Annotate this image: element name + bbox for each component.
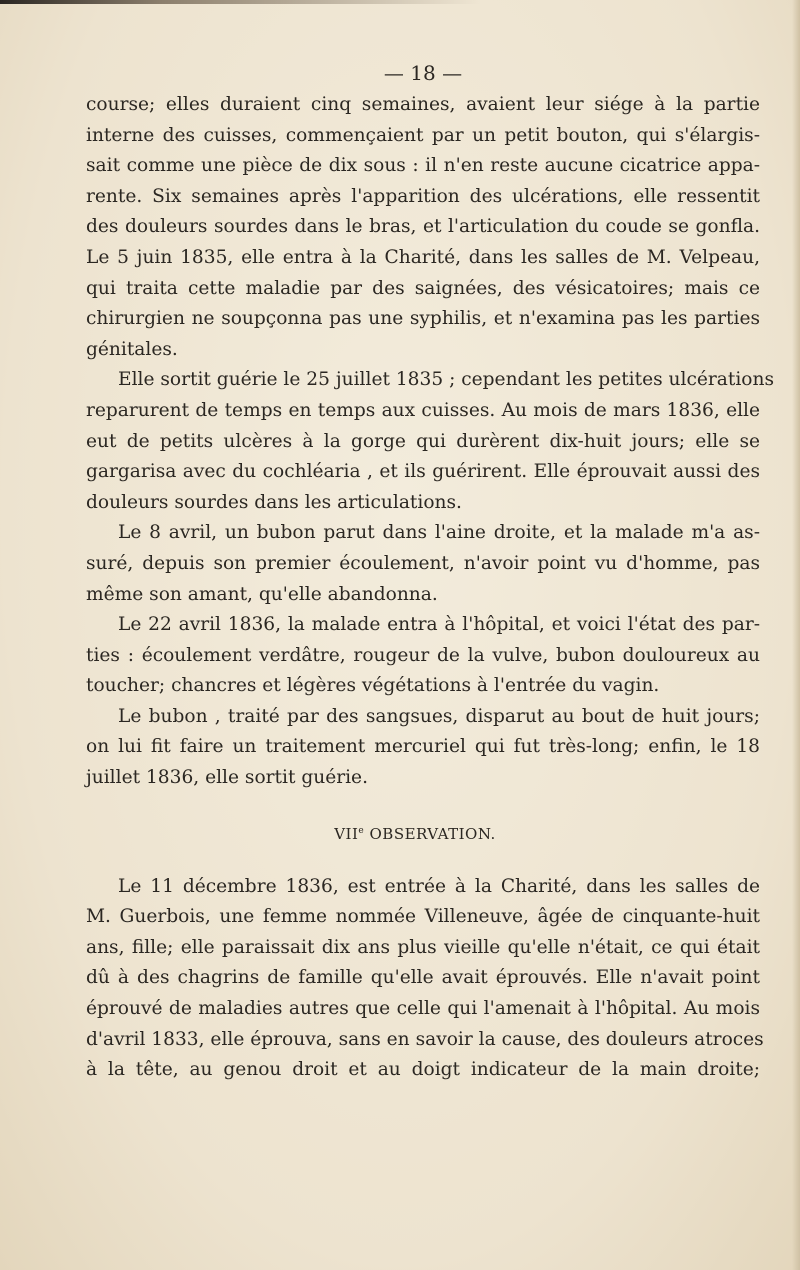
paragraph-6 xyxy=(86,872,764,1086)
text-line: suré, depuis son premier écoulement, n'avoir point vu d'homme, pas xyxy=(86,552,760,574)
text-line: interne des cuisses, commençaient par un petit bouton, qui s'élargis- xyxy=(86,124,760,146)
section-heading xyxy=(86,816,760,846)
text-line: Le 8 avril, un bubon parut dans l'aine droite, et la malade m'a as- xyxy=(118,522,760,544)
text-line: éprouvé de maladies autres que celle qui l'amenait à l'hôpital. Au mois xyxy=(86,998,760,1020)
text-line: Le 5 juin 1835, elle entra à la Charité, dans les salles de M. Velpeau, xyxy=(86,246,760,268)
paragraph-3 xyxy=(86,518,760,610)
paragraph-1 xyxy=(86,90,760,365)
page-right-edge xyxy=(792,0,800,1270)
paragraph-4 xyxy=(86,610,760,702)
text-line: génitales. xyxy=(86,338,178,360)
page-top-edge xyxy=(0,0,800,4)
text-line: d'avril 1833, elle éprouva, sans en savoir la cause, des douleurs atroces xyxy=(86,1028,764,1050)
text-line: Le bubon , traité par des sangsues, disparut au bout de huit jours; xyxy=(118,705,760,727)
text-line: chirurgien ne soupçonna pas une syphilis, et n'examina pas les parties xyxy=(86,308,760,330)
text-line: des douleurs sourdes dans le bras, et l'articulation du coude se gonfla. xyxy=(86,216,760,238)
heading-sup: e xyxy=(358,825,365,836)
text-line: course; elles duraient cinq semaines, avaient leur siége à la partie xyxy=(86,94,760,115)
text-line: dû à des chagrins de famille qu'elle avait éprouvés. Elle n'avait point xyxy=(86,967,760,989)
text-line: Le 11 décembre 1836, est entrée à la Charité, dans les salles de xyxy=(118,875,760,897)
text-line: rente. Six semaines après l'apparition des ulcérations, elle ressentit xyxy=(86,185,760,207)
text-line: M. Guerbois, une femme nommée Villeneuve, âgée de cinquante-huit xyxy=(86,906,760,928)
text-line: juillet 1836, elle sortit guérie. xyxy=(86,767,368,789)
text-line: ans, fille; elle paraissait dix ans plus vieille qu'elle n'était, ce qui était xyxy=(86,936,760,958)
text-line: eut de petits ulcères à la gorge qui durèrent dix-huit jours; elle se xyxy=(86,430,760,452)
text-line: Elle sortit guérie le 25 juillet 1835 ; cependant les petites ulcérations xyxy=(118,369,774,391)
paragraph-2 xyxy=(86,365,774,518)
text-line: à la tête, au genou droit et au doigt indicateur de la main droite; xyxy=(86,1059,760,1081)
text-line: sait comme une pièce de dix sous : il n'en reste aucune cicatrice appa- xyxy=(86,155,760,177)
page-number: — 18 — xyxy=(383,61,463,85)
text-line: on lui fit faire un traitement mercuriel qui fut très-long; enfin, le 18 xyxy=(86,736,760,758)
heading-roman: VII xyxy=(334,824,359,843)
text-line: Le 22 avril 1836, la malade entra à l'hôpital, et voici l'état des par- xyxy=(118,614,760,636)
text-line: gargarisa avec du cochléaria , et ils guérirent. Elle éprouvait aussi des xyxy=(86,461,760,483)
paragraph-5 xyxy=(86,702,760,794)
heading-title: OBSERVATION. xyxy=(369,824,496,843)
text-line: toucher; chancres et légères végétations à l'entrée du vagin. xyxy=(86,675,660,697)
text-line: ties : écoulement verdâtre, rougeur de la vulve, bubon douloureux au xyxy=(86,644,760,666)
text-column xyxy=(86,58,774,1086)
text-line: qui traita cette maladie par des saignées, des vésicatoires; mais ce xyxy=(86,277,760,299)
text-line: douleurs sourdes dans les articulations. xyxy=(86,491,462,513)
text-line: reparurent de temps en temps aux cuisses. Au mois de mars 1836, elle xyxy=(86,399,760,421)
text-line: même son amant, qu'elle abandonna. xyxy=(86,583,438,605)
